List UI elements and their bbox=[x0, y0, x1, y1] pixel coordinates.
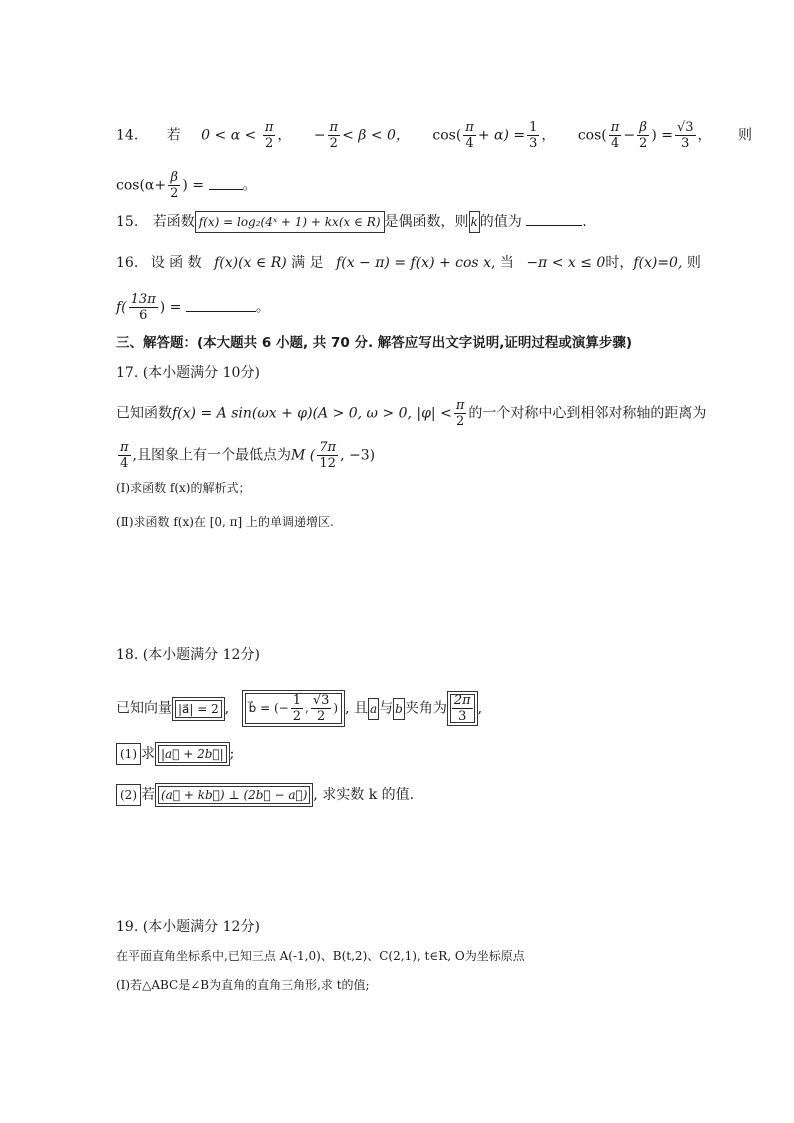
q14-frac-pi-4: $\frac{\pi}{4}$ bbox=[465, 120, 474, 151]
q16-eq: f(x − π) = f(x) + cos x bbox=[336, 255, 491, 271]
q15-mid: 是偶函数，则 bbox=[384, 214, 469, 230]
q16-frac-13pi-6: $\frac{13\pi}{6}$ bbox=[130, 292, 156, 323]
q16-f-open: f( bbox=[116, 299, 127, 316]
q14-end: 。 bbox=[242, 177, 257, 194]
q17-line1 bbox=[116, 398, 706, 429]
q18-yu: 与 bbox=[379, 700, 394, 717]
q18-p2-box: (a⃗ + kb⃗) ⊥ (2b⃗ − a⃗) bbox=[155, 783, 313, 807]
q16-line1 bbox=[116, 253, 701, 273]
q17-frac-7pi-12: $\frac{7\pi}{12}$ bbox=[319, 440, 337, 471]
q17-l1-pre: 已知函数 bbox=[116, 405, 172, 422]
q17-part2: (Ⅱ)求函数 f(x)在 [0, π] 上的单调递增区. bbox=[116, 515, 334, 529]
q14-line2 bbox=[116, 170, 257, 201]
q14-ruo: 若 bbox=[166, 127, 181, 144]
q18-a-box: |a⃗| = 2 bbox=[172, 697, 225, 721]
q19-header: 19. (本小题满分 12分) bbox=[116, 919, 260, 935]
q17-formula: f(x) = A sin(ωx + φ)(A > 0, ω > 0, |φ| < bbox=[172, 405, 452, 422]
q18-sep: , bbox=[224, 700, 230, 717]
q14-frac-beta-2b: $\frac{\beta}{2}$ bbox=[170, 170, 179, 201]
q18-part2 bbox=[116, 783, 414, 807]
q17-l1-post: 的一个对称中心到相邻对称轴的距离为 bbox=[468, 405, 707, 422]
q18-a-small-box: a bbox=[368, 698, 379, 720]
q16-ze: 则 bbox=[686, 255, 701, 271]
q18-jiajiao: 夹角为 bbox=[404, 700, 447, 717]
q16-end: 。 bbox=[255, 299, 270, 316]
q17-line2 bbox=[116, 440, 375, 471]
q14-frac-pi-2b: $\frac{\pi}{2}$ bbox=[329, 120, 339, 151]
q16-text3: , 当 bbox=[490, 255, 514, 271]
q14-line1 bbox=[116, 120, 752, 151]
q17-M: M ( bbox=[291, 447, 316, 464]
q14-comma-3: ， bbox=[697, 127, 712, 144]
q14-plus-alpha: + α) = bbox=[477, 127, 526, 144]
q14-minus-2: − bbox=[623, 127, 636, 144]
q18-b-box: b⃗ = (− $\frac{1}{2}$ , $\frac{√3}{2}$ ) bbox=[242, 690, 345, 727]
q14-cos-alpha: cos(α+ bbox=[116, 177, 167, 194]
q18-p1-qiu: 求 bbox=[141, 746, 155, 762]
q18-part1 bbox=[116, 742, 234, 766]
q16-text4: 时， bbox=[605, 255, 634, 271]
q14-comma: ， bbox=[277, 127, 292, 144]
q14-answer-blank[interactable] bbox=[209, 177, 243, 190]
q18-b-small-box: b bbox=[393, 698, 405, 720]
q14-eq: ) = bbox=[182, 177, 205, 194]
q17-frac-pi-4: $\frac{\pi}{4}$ bbox=[120, 440, 129, 471]
q18-p1-label: (1) bbox=[116, 743, 141, 765]
q18-l1-end: , bbox=[477, 700, 483, 717]
q14-comma-2: ， bbox=[541, 127, 556, 144]
q15-post: 的值为 bbox=[479, 214, 522, 230]
q14-cond2: < β < 0， bbox=[342, 127, 410, 144]
q19-line2: (I)若△ABC是∠B为直角的直角三角形,求 t的值; bbox=[116, 978, 370, 992]
q16-f0: f(x)=0, bbox=[633, 255, 683, 271]
q17-header: 17. (本小题满分 10分) bbox=[116, 365, 260, 381]
q16-text2: 满 足 bbox=[291, 255, 324, 271]
q14-number: 14. bbox=[116, 127, 139, 144]
q18-p1-box: |a⃗ + 2b⃗| bbox=[155, 742, 230, 766]
q15-answer-blank[interactable] bbox=[526, 213, 582, 226]
q15-formula-box: f(x) = log₂(4ˣ + 1) + kx(x ∈ R) bbox=[195, 211, 385, 233]
q14-frac-pi-2: $\frac{\pi}{2}$ bbox=[264, 120, 274, 151]
q14-ze: 则 bbox=[738, 127, 752, 144]
q18-angle-box: $\frac{2\pi}{3}$ bbox=[447, 691, 478, 726]
q18-p2-label: (2) bbox=[116, 784, 141, 806]
q16-text1: 设 函 数 bbox=[150, 255, 202, 271]
q16-answer-blank[interactable] bbox=[186, 299, 256, 312]
q16-close-eq: ) = bbox=[159, 299, 182, 316]
q17-frac-pi-2: $\frac{\pi}{2}$ bbox=[455, 398, 465, 429]
q18-header: 18. (本小题满分 12分) bbox=[116, 647, 260, 663]
section3-title: 三、解答题：(本大题共 6 小题, 共 70 分. 解答应写出文字说明,证明过程或演算步骤) bbox=[116, 335, 633, 351]
q14-close-eq: ) = bbox=[651, 127, 673, 144]
q16-number: 16. bbox=[116, 255, 139, 271]
q18-l1-mid: , 且 bbox=[345, 700, 368, 717]
q14-frac-1-3: $\frac{1}{3}$ bbox=[529, 120, 538, 151]
q14-minus: − bbox=[313, 127, 326, 144]
q18-p2-ruo: 若 bbox=[141, 787, 155, 803]
q15-number: 15. bbox=[116, 214, 139, 230]
q14-frac-beta-2: $\frac{\beta}{2}$ bbox=[639, 120, 648, 151]
q19-line1: 在平面直角坐标系中,已知三点 A(-1,0)、B(t,2)、C(2,1), t∈R, O为坐标原点 bbox=[116, 949, 525, 963]
q15-pre: 若函数 bbox=[152, 214, 195, 230]
q14-cond1: 0 < α < bbox=[201, 127, 257, 144]
q14-frac-sqrt3-3: $\frac{√3}{3}$ bbox=[676, 120, 694, 151]
q18-p2-end: , 求实数 k 的值. bbox=[313, 787, 415, 803]
q15-line bbox=[116, 211, 587, 233]
q16-cond: −π < x ≤ 0 bbox=[526, 255, 606, 271]
q18-line1 bbox=[116, 690, 482, 727]
q15-k-box: k bbox=[469, 211, 480, 233]
q18-l1-pre: 已知向量 bbox=[116, 700, 172, 717]
q16-fx: f(x)(x ∈ R) bbox=[214, 255, 287, 271]
q14-cos1: cos( bbox=[432, 127, 462, 144]
q17-part1: (I)求函数 f(x)的解析式； bbox=[116, 481, 251, 495]
q14-cos2: cos( bbox=[577, 127, 607, 144]
q14-frac-pi-4b: $\frac{\pi}{4}$ bbox=[610, 120, 620, 151]
q15-end: . bbox=[582, 214, 587, 230]
q18-p1-end: ; bbox=[229, 746, 235, 762]
q16-line2 bbox=[116, 292, 270, 323]
q17-l2-end: , −3) bbox=[340, 447, 376, 464]
q17-l2-mid: ,且图象上有一个最低点为 bbox=[132, 447, 291, 464]
